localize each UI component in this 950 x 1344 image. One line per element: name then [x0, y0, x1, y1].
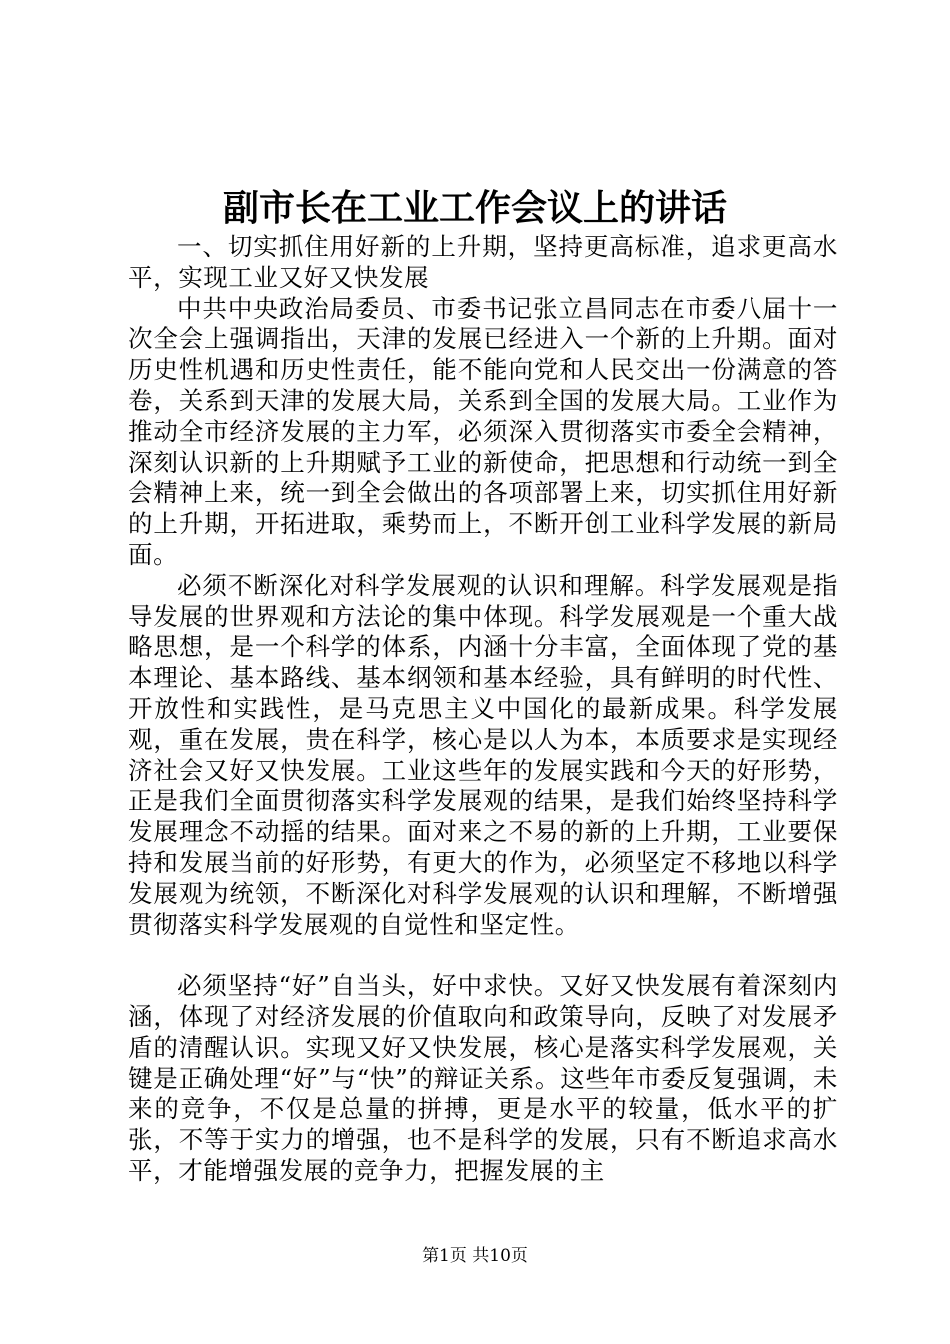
body-paragraph: 必须坚持“好”自当头，好中求快。又好又快发展有着深刻内涵，体现了对经济发展的价值取向和政策导向，反映了对发展矛盾的清醒认识。实现又好又快发展，核心是落实科学发展观，关键是正确处理“好”与“快”的辩证关系。这些年市委反复强调，未来的竞争，不仅是总量的拼搏，更是水平的较量，低水平的扩张，不等于实力的增强，也不是科学的发展，只有不断追求高水平，才能增强发展的竞争力，把握发展的主 [128, 971, 838, 1185]
document-title: 副市长在工业工作会议上的讲话 [222, 187, 727, 229]
page-number-footer: 第1页 共10页 [422, 1246, 528, 1266]
body-paragraph: 中共中央政治局委员、市委书记张立昌同志在市委八届十一次全会上强调指出，天津的发展已经进入一个新的上升期。面对历史性机遇和历史性责任，能不能向党和人民交出一份满意的答卷，关系到天津的发展大局，关系到全国的发展大局。工业作为推动全市经济发展的主力军，必须深入贯彻落实市委全会精神，深刻认识新的上升期赋予工业的新使命，把思想和行动统一到全会精神上来，统一到全会做出的各项部署上来，切实抓住用好新的上升期，开拓进取，乘势而上，不断开创工业科学发展的新局面。 [128, 293, 838, 569]
document-body [128, 232, 838, 1187]
section-heading: 一、切实抓住用好新的上升期，坚持更高标准，追求更高水平，实现工业又好又快发展 [128, 232, 838, 292]
body-paragraph: 必须不断深化对科学发展观的认识和理解。科学发展观是指导发展的世界观和方法论的集中体现。科学发展观是一个重大战略思想，是一个科学的体系，内涵十分丰富，全面体现了党的基本理论、基本路线、基本纲领和基本经验，具有鲜明的时代性、开放性和实践性，是马克思主义中国化的最新成果。科学发展观，重在发展，贵在科学，核心是以人为本，本质要求是实现经济社会又好又快发展。工业这些年的发展实践和今天的好形势，正是我们全面贯彻落实科学发展观的结果，是我们始终坚持科学发展理念不动摇的结果。面对来之不易的新的上升期，工业要保持和发展当前的好形势，有更大的作为，必须坚定不移地以科学发展观为统领，不断深化对科学发展观的认识和理解，不断增强贯彻落实科学发展观的自觉性和坚定性。 [128, 570, 838, 939]
